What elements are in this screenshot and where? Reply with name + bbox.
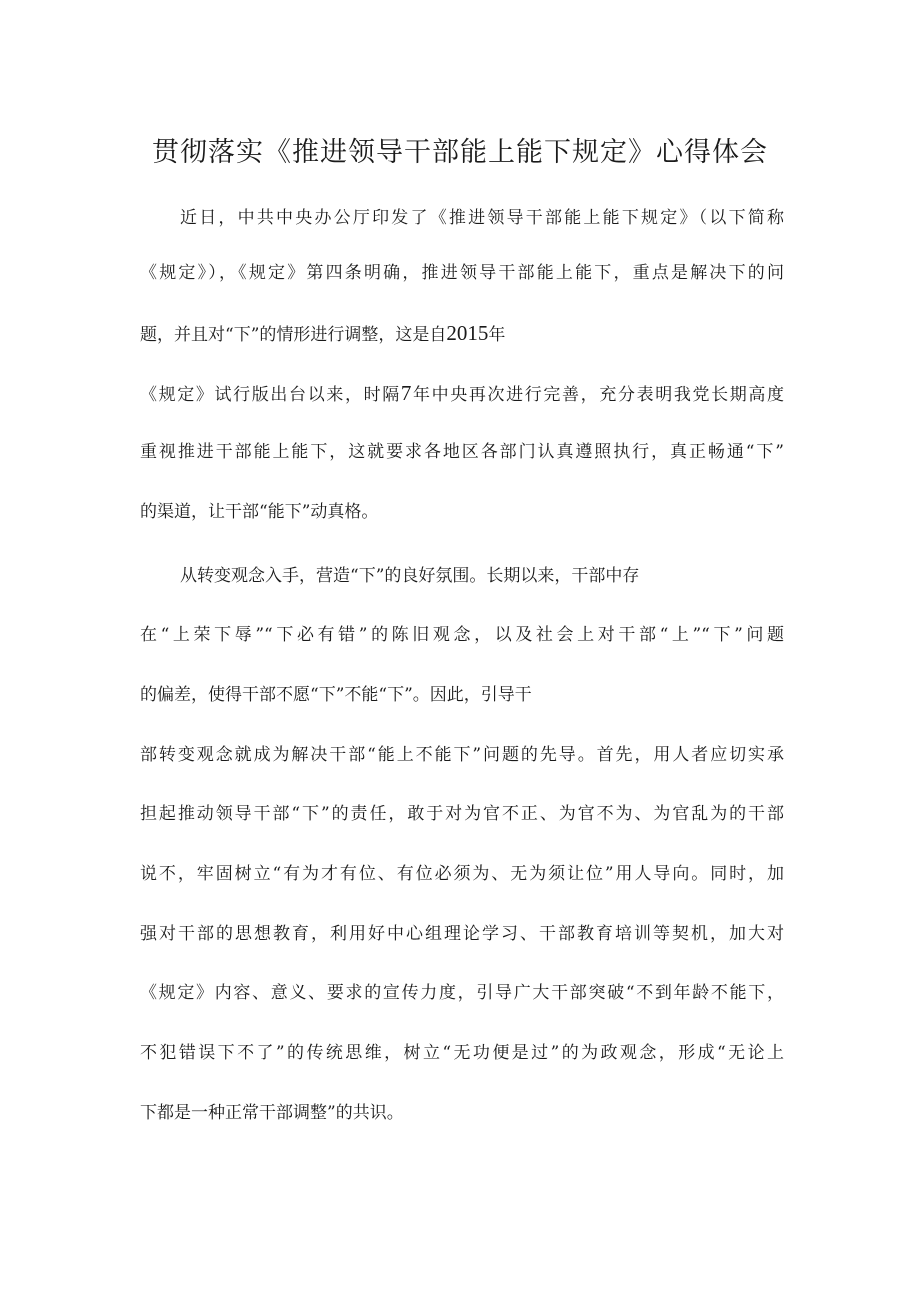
- paragraph-line: 《规定》），《规定》第四条明确，推进领导干部能上能下，重点是解决下的问: [140, 263, 784, 283]
- line-text: 《规定》试行版出台以来，时隔: [140, 385, 401, 405]
- paragraph-line: [140, 379, 784, 407]
- paragraph-line: 强对干部的思想教育，利用好中心组理论学习、干部教育培训等契机，加大对: [140, 924, 784, 944]
- line-text: 年中央再次进行完善，充分表明我党长期高度: [411, 385, 785, 405]
- paragraph-line: 近日，中共中央办公厅印发了《推进领导干部能上能下规定》（以下简称: [180, 208, 784, 228]
- document-title: 贯彻落实《推进领导干部能上能下规定》心得体会: [152, 137, 768, 168]
- paragraph-line: [140, 319, 505, 347]
- paragraph-line: 从转变观念入手，营造“下”的良好氛围。长期以来，干部中存: [180, 566, 640, 586]
- paragraph-line: 担起推动领导干部“下”的责任，敢于对为官不正、为官不为、为官乱为的干部: [140, 804, 784, 824]
- paragraph-line: 《规定》内容、意义、要求的宣传力度，引导广大干部突破“不到年龄不能下，: [140, 983, 784, 1003]
- line-text: 题，并且对“下”的情形进行调整，这是自: [140, 325, 447, 345]
- paragraph-line: 的渠道，让干部“能下”动真格。: [140, 502, 379, 522]
- paragraph-line: 下都是一种正常干部调整”的共识。: [140, 1103, 404, 1123]
- paragraph-line: 不犯错误下不了”的传统思维，树立“无功便是过”的为政观念，形成“无论上: [140, 1043, 784, 1063]
- paragraph-line: 在“上荣下辱”“下必有错”的陈旧观念，以及社会上对干部“上”“下”问题: [140, 625, 784, 645]
- year-number: 2015: [446, 321, 489, 345]
- line-text: 年: [488, 325, 506, 345]
- paragraph-line: 的偏差，使得干部不愿“下”不能“下”。因此，引导干: [140, 685, 532, 705]
- paragraph-line: 部转变观念就成为解决干部“能上不能下”问题的先导。首先，用人者应切实承: [140, 745, 784, 765]
- paragraph-line: 说不，牢固树立“有为才有位、有位必须为、无为须让位”用人导向。同时，加: [140, 864, 784, 884]
- paragraph-line: 重视推进干部能上能下，这就要求各地区各部门认真遵照执行，真正畅通“下”: [140, 442, 784, 462]
- interval-number: 7: [400, 381, 412, 405]
